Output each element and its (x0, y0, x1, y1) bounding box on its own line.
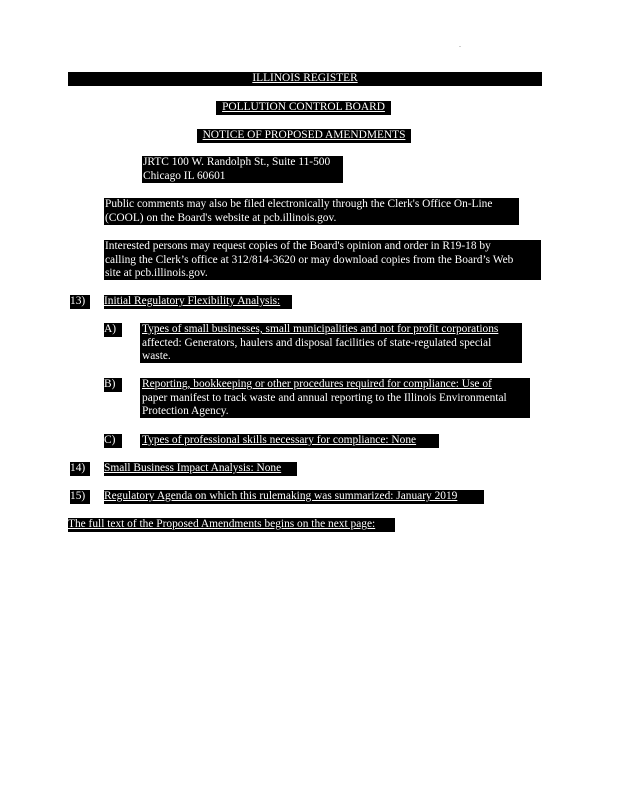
public-comments-paragraph (104, 198, 519, 225)
para2-line-2: calling the Clerk’s office at 312/814-3620 or may download copies from the Board’s Web (105, 253, 514, 266)
item-13-label-text: Initial Regulatory Flexibility Analysis: (104, 295, 281, 307)
notice-heading-text: NOTICE OF PROPOSED AMENDMENTS (202, 129, 406, 141)
item-15-label-text: Regulatory Agenda on which this rulemaking was summarized: January 2019 (104, 490, 458, 502)
sub-a-line-3: waste. (142, 350, 171, 362)
next-page-note (68, 518, 395, 532)
item-14-label (104, 462, 297, 476)
item-13-label (104, 295, 292, 309)
sub-c-text (140, 434, 439, 448)
sub-a-line-2: affected: Generators, haulers and disposal facilities of state-regulated special (142, 336, 492, 349)
item-15-number: 15) (70, 490, 90, 504)
sub-b-line-1: Reporting, bookkeeping or other procedures required for compliance: Use of (142, 378, 492, 390)
sub-c-letter: C) (104, 434, 122, 448)
register-title-text: ILLINOIS REGISTER (252, 72, 358, 84)
item-15-label (104, 490, 484, 504)
copies-paragraph (104, 240, 541, 280)
address-line-2: Chicago IL 60601 (143, 169, 226, 182)
para1-line-1: Public comments may also be filed electronically through the Clerk's Office On-Line (105, 198, 493, 210)
board-heading (216, 101, 391, 115)
sub-b-text (140, 378, 530, 418)
mailing-address (142, 156, 343, 183)
item-14-number: 14) (70, 462, 90, 476)
scan-speck (459, 46, 461, 47)
item-13-number: 13) (70, 295, 90, 309)
register-title (68, 72, 542, 86)
para1-line-2: (COOL) on the Board's website at pcb.illinois.gov. (105, 211, 337, 224)
notice-heading (197, 129, 411, 143)
board-heading-text: POLLUTION CONTROL BOARD (222, 101, 385, 113)
sub-b-line-3: Protection Agency. (142, 405, 229, 417)
sub-a-letter: A) (104, 323, 122, 337)
sub-b-letter: B) (104, 378, 122, 392)
item-14-label-text: Small Business Impact Analysis: None (104, 462, 282, 474)
sub-c-line-1: Types of professional skills necessary for compliance: None (142, 434, 417, 446)
para2-line-3: site at pcb.illinois.gov. (105, 267, 208, 279)
next-page-note-text: The full text of the Proposed Amendments begins on the next page: (68, 518, 376, 530)
address-line-1: JRTC 100 W. Randolph St., Suite 11-500 (143, 156, 331, 168)
para2-line-1: Interested persons may request copies of the Board's opinion and order in R19-18 by (105, 240, 491, 252)
sub-a-text (140, 323, 522, 363)
sub-b-line-2: paper manifest to track waste and annual reporting to the Illinois Environmental (142, 391, 507, 404)
sub-a-line-1: Types of small businesses, small municipalities and not for profit corporations (142, 323, 499, 335)
